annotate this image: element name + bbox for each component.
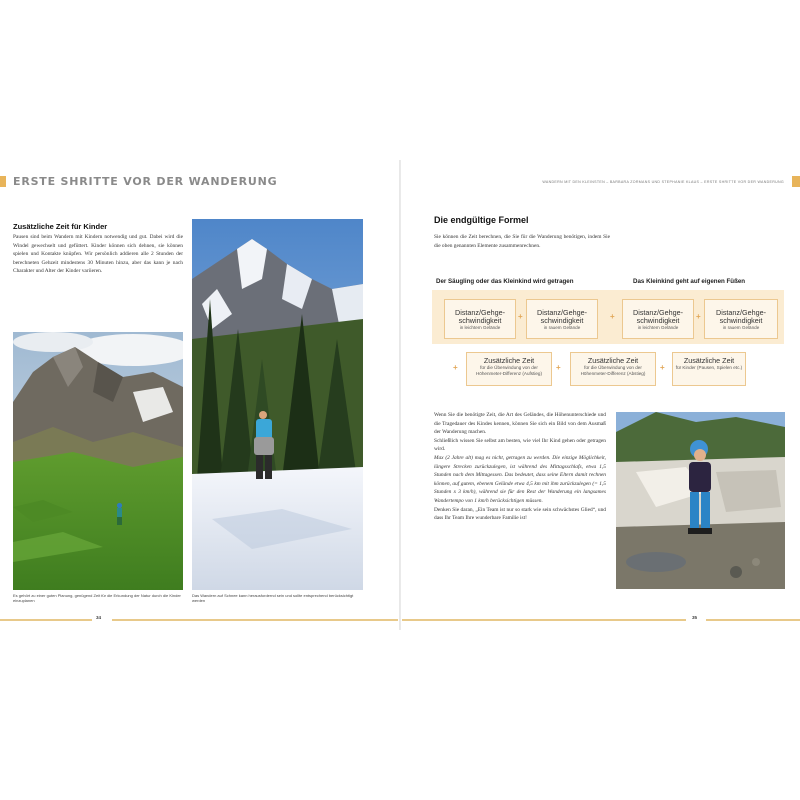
header-accent-tab-right — [792, 176, 800, 187]
group-title-walking: Das Kleinkind geht auf eigenen Füßen — [633, 278, 746, 285]
page-number-left: 34 — [96, 615, 102, 620]
plus-sign: + — [556, 363, 561, 372]
snow-hike-illustration — [192, 219, 363, 590]
formula-box-extra-descent — [570, 352, 656, 386]
formula-box-sub: für die Überwindung von der Höhenmeter-Differenz (Abstieg) — [580, 365, 646, 376]
plus-sign: + — [610, 312, 615, 321]
formula-box-distance-easy-walking — [622, 299, 694, 339]
right-body-paragraph-4: Denken Sie daran, „Ein Team ist nur so stark wie sein schwächstes Glied“, und dass Ihr Team Ihre wunderbare Familie ist! — [434, 506, 606, 522]
book-gutter — [399, 160, 401, 630]
book-spread — [0, 160, 800, 630]
footer-rule-left-a — [0, 619, 92, 621]
left-body-paragraph: Pausen sind beim Wandern mit Kindern notwendig und gut. Dabei wird die Windel gewechselt und gefüttert. Kinder können sich dehnen, sie können spielen und Kontakte knüpfen. Wir persönlich addieren alle 2 Stunden der berechneten Gehzeit mindestens 30 Minuten hinzu, aber das kann je nach Charakter und Alter der Kinder variieren. — [13, 234, 183, 275]
formula-box-sub: in rauem Gelände — [722, 325, 760, 331]
plus-sign: + — [518, 312, 523, 321]
header-accent-tab-left — [0, 176, 6, 187]
photo-child-snow — [616, 412, 785, 589]
formula-box-title: Distanz/Gehge-schwindigkeit — [716, 308, 766, 326]
chapter-title: ERSTE SHRITTE VOR DER WANDERUNG — [13, 175, 278, 188]
formula-box-distance-easy-carried — [444, 299, 516, 339]
page-number-right: 35 — [692, 615, 698, 620]
group-title-carried: Der Säugling oder das Kleinkind wird getragen — [436, 278, 574, 285]
formula-box-sub: in leichtem Gelände — [459, 325, 501, 331]
formula-box-title: Distanz/Gehge-schwindigkeit — [633, 308, 683, 326]
formula-box-title: Zusätzliche Zeit — [483, 356, 535, 365]
photo-meadow-child — [13, 332, 183, 590]
running-head: WANDERN MIT DEN KLEINSTEN – BARBARA ZORMANS UND STEPHANIE KLAUS – ERSTE SHRITTE VOR DER WANDERUNG — [542, 180, 784, 184]
formula-box-distance-rough-carried — [526, 299, 598, 339]
right-body-text — [434, 411, 606, 523]
photo-snow-hike — [192, 219, 363, 590]
formula-box-title: Distanz/Gehge-schwindigkeit — [455, 308, 505, 326]
right-body-paragraph-2: Schließlich wissen Sie selbst am besten, wie viel Ihr Kind gehen oder getragen wird. — [434, 437, 606, 453]
formula-title: Die endgültige Formel — [434, 215, 529, 225]
formula-box-title: Distanz/Gehge-schwindigkeit — [537, 308, 587, 326]
right-body-paragraph-1: Wenn Sie die benötigte Zeit, die Art des Geländes, die Höhenunterschiede und die Tragedauer des Kindes kennen, können Sie sich ein Bild von dem Ausmaß der Wanderung machen. — [434, 412, 606, 436]
formula-box-title: Zusätzliche Zeit — [683, 356, 735, 365]
formula-box-title: Zusätzliche Zeit — [587, 356, 639, 365]
formula-box-extra-ascent — [466, 352, 552, 386]
footer-rule-right-b — [706, 619, 800, 621]
plus-sign: + — [696, 312, 701, 321]
footer-rule-left-b — [112, 619, 398, 621]
formula-box-sub: für die Überwindung von der Höhenmeter-Differenz (Aufstieg) — [475, 365, 543, 376]
formula-box-sub: für Kinder (Pausen, Spielen etc.) — [675, 365, 743, 371]
formula-box-extra-kids — [672, 352, 746, 386]
formula-box-distance-rough-walking — [704, 299, 778, 339]
formula-box-sub: in rauem Gelände — [543, 325, 581, 331]
formula-box-sub: in leichtem Gelände — [637, 325, 679, 331]
right-body-paragraph-example: Max (2 Jahre alt) mag es nicht, getragen zu werden. Die einzige Möglichkeit, längere Strecken zurückzulegen, ist während des Mittagsschlafs, etwa 1,5 Stunden nach dem Mittagessen. Das bedeutet, dass seine Eltern damit rechnen können, auf gutem, ebenem Gelände etwa 4,5 km mit ihm zurückzulegen (= 1,5 Stunden x 3 km/h), während sie für den Rest der Wanderung ein langsames Wandertempo von 1 km/h berücksichtigen müssen. — [434, 454, 606, 504]
formula-intro: Sie können die Zeit berechnen, die Sie für die Wanderung benötigen, indem Sie die oben genannten Elemente zusammenrechnen. — [434, 234, 610, 249]
meadow-illustration — [13, 332, 183, 590]
child-snow-illustration — [616, 412, 785, 589]
footer-rule-right-a — [402, 619, 686, 621]
left-body-text — [13, 233, 183, 276]
section-title-extra-time: Zusätzliche Zeit für Kinder — [13, 222, 108, 231]
caption-left-photo: Es gehört zu einer guten Planung, genügend Zeit für die Erkundung der Natur durch die Kinder einzuplanen — [13, 593, 181, 604]
plus-sign: + — [453, 363, 458, 372]
plus-sign: + — [660, 363, 665, 372]
caption-right-photo: Das Wandern auf Schnee kann herausfordernd sein und sollte entsprechend berücksichtigt werden — [192, 593, 354, 604]
